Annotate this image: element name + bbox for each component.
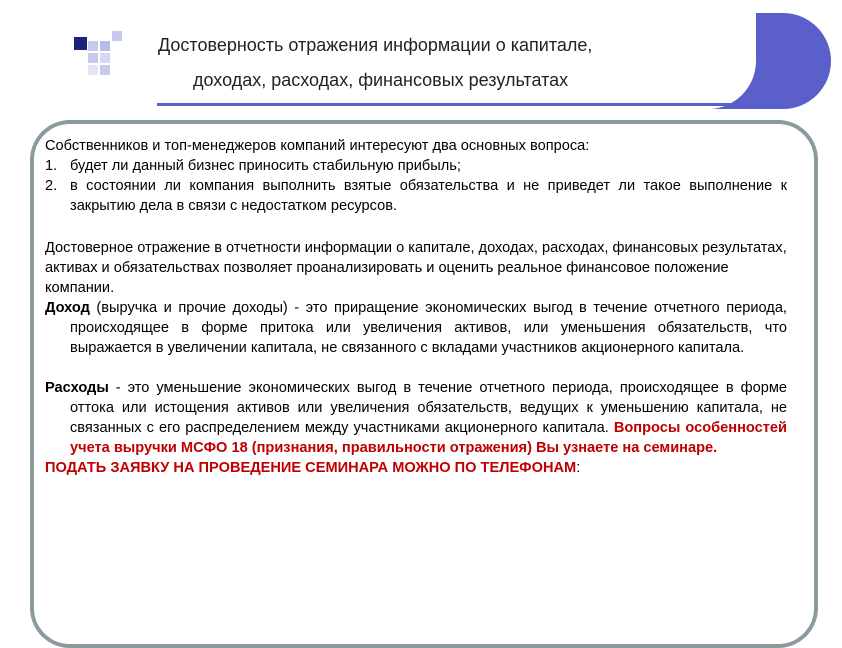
page-title-line-1: Достоверность отражения информации о капитале,: [158, 35, 593, 55]
list-number: 1.: [45, 158, 58, 174]
list-text: будет ли данный бизнес приносить стабильную прибыль;: [70, 158, 461, 174]
list-item: [45, 176, 787, 216]
list-item: [45, 156, 787, 176]
logo-squares-icon: [68, 25, 128, 75]
header-inner: [32, 13, 756, 109]
cta-text: ПОДАТЬ ЗАЯВКУ НА ПРОВЕДЕНИЕ СЕМИНАРА МОЖНО ПО ТЕЛЕФОНАМ: [45, 460, 577, 476]
seminar-note: Вопросы особенностей учета выручки МСФО 18 (признания, правильности отражения) Вы узнаете на семинаре.: [70, 420, 787, 456]
expense-term: Расходы: [45, 380, 109, 396]
header-rule: [157, 103, 744, 106]
reliability-paragraph: Достоверное отражение в отчетности информации о капитале, доходах, расходах, финансовых результатах, активах и обязательствах позволяет проанализировать и оценить реальное финансовое положение компании.: [45, 240, 787, 296]
content-body: [45, 136, 787, 478]
expense-definition: [45, 378, 787, 458]
intro-paragraph: Собственников и топ-менеджеров компаний интересуют два основных вопроса:: [45, 138, 590, 154]
page-title-line-2: доходах, расходах, финансовых результатах: [193, 70, 569, 90]
cta-line: [45, 458, 787, 478]
income-def-text: (выручка и прочие доходы) - это приращение экономических выгод в течение отчетного периода, происходящее в форме притока или увеличения активов, или уменьшения обязательств, что выражается в увеличении капитала, не связанного с вкладами участников акционерного капитала.: [70, 300, 787, 356]
list-number: 2.: [45, 178, 58, 194]
cta-colon: :: [576, 460, 581, 476]
expense-def-text: - это уменьшение экономических выгод в течение отчетного периода, происходящее в форме оттока или истощения активов или увеличения обязательств, ведущих к уменьшению капитала, не связанных с его распределением между участниками акционерного капитала.: [70, 380, 787, 436]
income-term: Доход: [45, 300, 90, 316]
income-definition: [45, 298, 787, 358]
list-text: в состоянии ли компания выполнить взятые обязательства и не приведет ли такое выполнение к закрытию дела в связи с недостатком ресурсов.: [70, 178, 787, 214]
